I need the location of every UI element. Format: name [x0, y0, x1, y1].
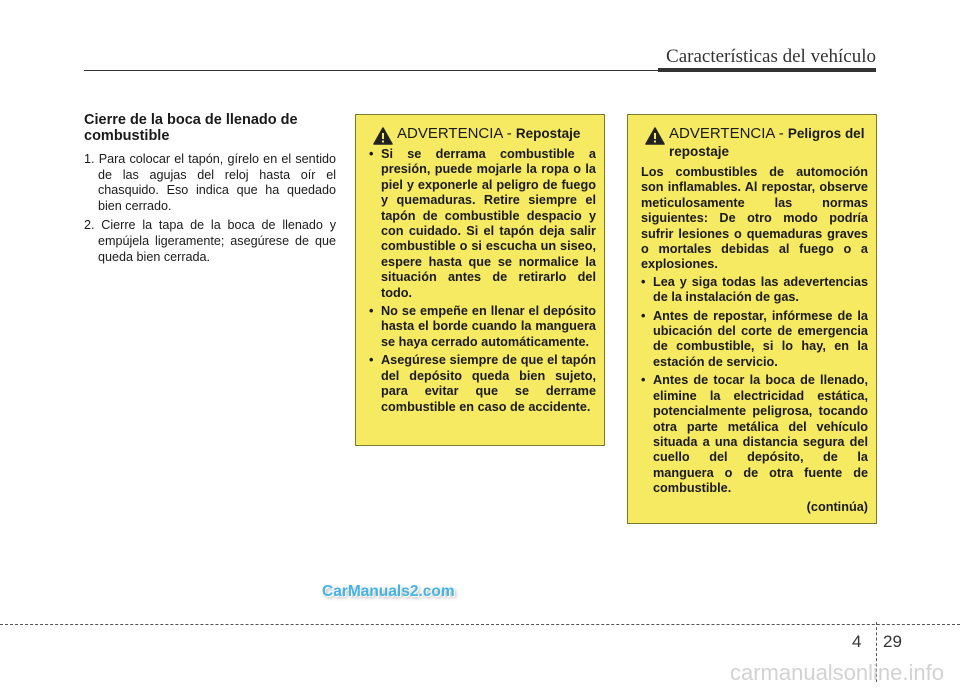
steps-list	[84, 152, 336, 265]
chapter-number: 4	[852, 632, 862, 651]
warning-subject: Peligros del repostaje	[669, 126, 865, 159]
site-watermark: carmanualsonline.info	[729, 660, 944, 685]
warning-bullet: • Antes de repostar, infórmese de la ubicación del corte de emergencia de combustible, si lo hay, en la estación de servicio.	[641, 309, 868, 371]
carmanuals-watermark[interactable]: CarManuals2.com	[322, 583, 455, 600]
footer-rule	[0, 624, 960, 625]
warning-triangle-icon	[645, 127, 665, 145]
warning-subject: Repostaje	[515, 126, 581, 141]
warning-heading	[641, 125, 868, 161]
warning-heading	[369, 125, 596, 143]
warning-bullets	[369, 147, 596, 415]
continues-note: (continúa)	[806, 499, 868, 514]
warning-box-refueling	[355, 114, 605, 446]
warning-label: ADVERTENCIA -	[669, 125, 788, 142]
header-rule	[84, 70, 658, 71]
warning-intro: Los combustibles de automoción son inflamables. Al repostar, observe meticulosamente las normas siguientes: De otro modo podría sufrir lesiones o quemaduras graves o mortales debidas al fuego o a explosiones.	[641, 165, 868, 272]
page-number: 29	[883, 632, 902, 651]
warning-bullet: • Si se derrama combustible a presión, puede mojarle la ropa o la piel y exponerle al peligro de fuego y quemaduras. Retire siempre el tapón de combustible despacio y con cuidado. Si el tapón deja salir combustible o si escucha un siseo, espere hasta que se normalice la situación antes de retirarlo del todo.	[369, 147, 596, 301]
warning-bullet: • No se empeñe en llenar el depósito hasta el borde cuando la manguera se haya cerrado automáticamente.	[369, 304, 596, 350]
step-item: 1. Para colocar el tapón, gírelo en el sentido de las agujas del reloj hasta oír el chasquido. Eso indica que ha quedado bien cerrado.	[84, 152, 336, 213]
section-title: Cierre de la boca de llenado de combustible	[84, 112, 298, 144]
warning-label: ADVERTENCIA -	[397, 125, 516, 142]
warning-bullet: • Asegúrese siempre de que el tapón del depósito queda bien sujeto, para evitar que se derrame combustible en caso de accidente.	[369, 353, 596, 415]
fuel-cap-section	[84, 112, 336, 269]
warning-bullets	[641, 275, 868, 497]
warning-box-refueling-hazards	[627, 114, 877, 524]
warning-triangle-icon	[373, 127, 393, 145]
warning-bullet: • Antes de tocar la boca de llenado, elimine la electricidad estática, potencialmente peligrosa, tocando otra parte metálica del vehículo situada a una distancia segura del cuello del depósito, de la manguera o de otra fuente de combustible.	[641, 373, 868, 496]
header-title: Características del vehículo	[666, 46, 876, 67]
warning-bullet: • Lea y siga todas las adevertencias de la instalación de gas.	[641, 275, 868, 306]
step-item: 2. Cierre la tapa de la boca de llenado y empújela ligeramente; asegúrese de que queda bien cerrada.	[84, 218, 336, 264]
header-rule-accent	[658, 68, 876, 72]
